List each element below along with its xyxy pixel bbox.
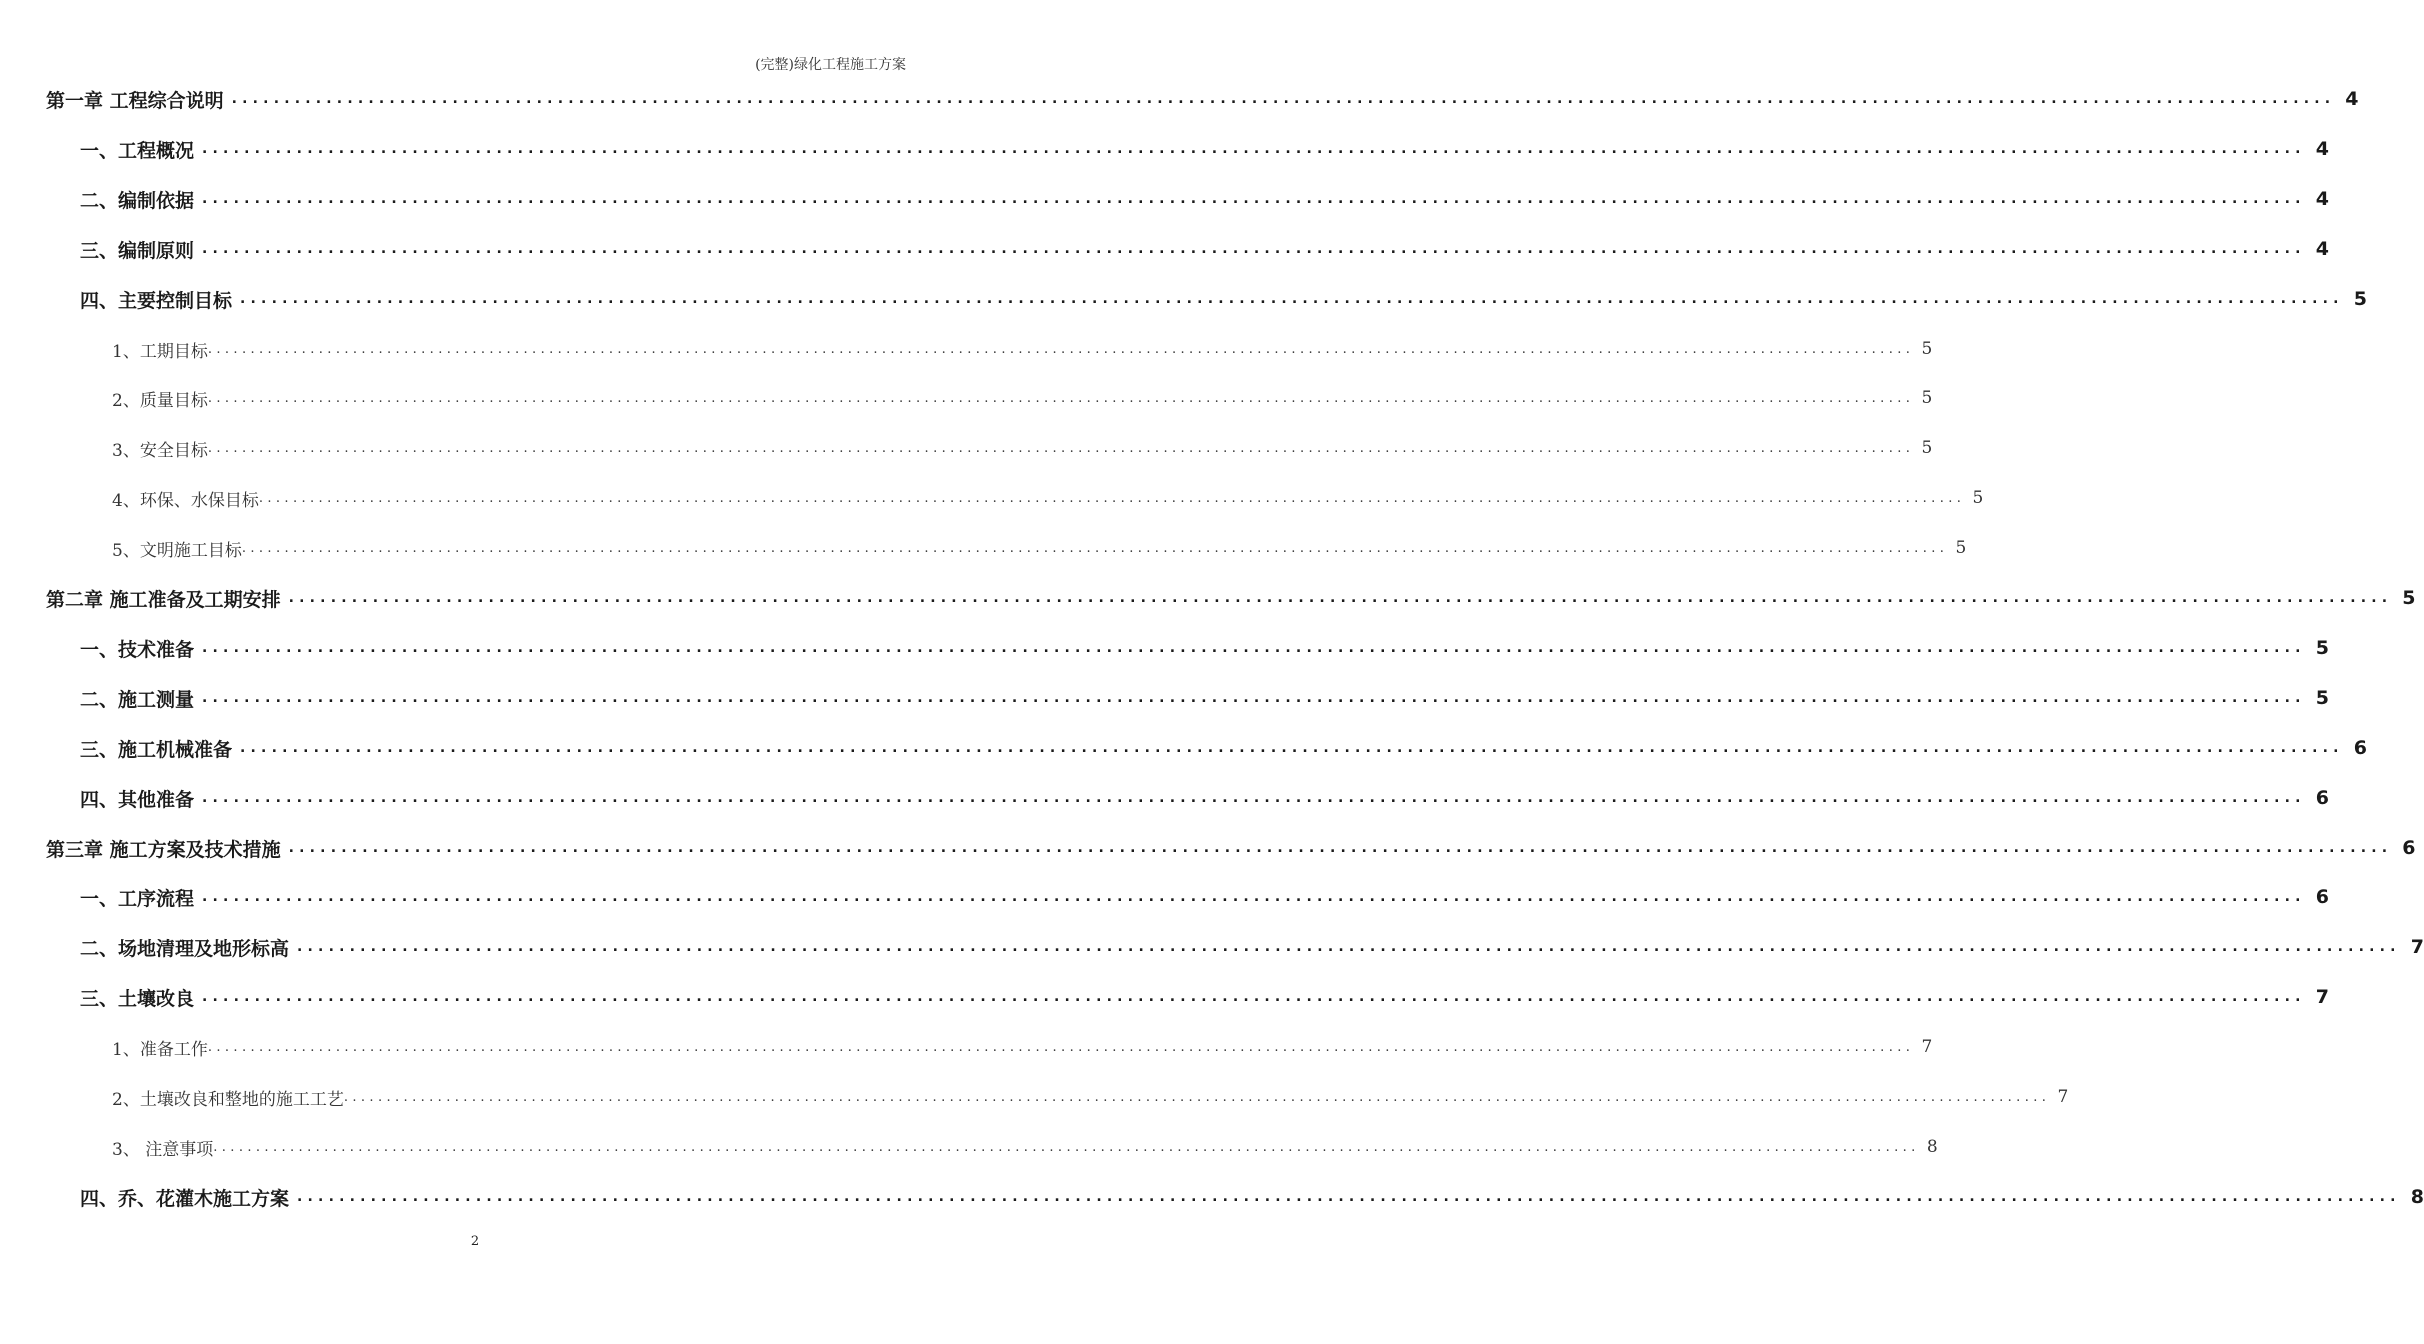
toc-leader-dots: ........................................................................................................................................................................................................ — [288, 590, 2393, 606]
toc-leader-dots: ........................................................................................................................................................................................................ — [213, 1139, 1920, 1155]
toc-leader-dots: ........................................................................................................................................................................................................ — [231, 91, 2336, 107]
toc-leader-dots: ........................................................................................................................................................................................................ — [202, 141, 2306, 157]
toc-leader-dots: ........................................................................................................................................................................................................ — [207, 1039, 1915, 1055]
toc-entry-label: 四、乔、花灌木施工方案 — [80, 1187, 290, 1210]
toc-entry-label: 三、土壤改良 — [80, 987, 195, 1010]
toc-entry-label: 3、安全目标 — [112, 440, 208, 461]
toc-entry-level2[interactable] — [80, 633, 2329, 663]
toc-entry-page-number: 5 — [2402, 587, 2416, 609]
toc-entry-label: 第一章 工程综合说明 — [46, 89, 224, 112]
toc-leader-dots: ........................................................................................................................................................................................................ — [240, 740, 2344, 756]
toc-entry-label: 一、技术准备 — [80, 638, 195, 661]
toc-entry-page-number: 6 — [2353, 737, 2367, 759]
toc-entry-page-number: 5 — [1955, 538, 1967, 558]
toc-entry-level3[interactable] — [112, 533, 1967, 563]
toc-entry-page-number: 5 — [2315, 637, 2329, 659]
toc-entry-page-number: 4 — [2315, 138, 2329, 160]
toc-leader-dots: ........................................................................................................................................................................................................ — [202, 690, 2306, 706]
toc-entry-level3[interactable] — [112, 483, 1984, 513]
toc-entry-label: 1、准备工作 — [112, 1039, 208, 1060]
toc-entry-level3[interactable] — [112, 1082, 2069, 1112]
toc-leader-dots: ........................................................................................................................................................................................................ — [241, 540, 1949, 556]
toc-entry-label: 一、工序流程 — [80, 887, 195, 910]
toc-entry-level2[interactable] — [80, 134, 2329, 164]
toc-leader-dots: ........................................................................................................................................................................................................ — [202, 989, 2306, 1005]
toc-entry-label: 二、场地清理及地形标高 — [80, 937, 290, 960]
toc-entry-level3[interactable] — [112, 433, 1933, 463]
toc-entry-level2[interactable] — [80, 932, 2424, 962]
toc-entry-level3[interactable] — [112, 383, 1933, 413]
toc-leader-dots: ........................................................................................................................................................................................................ — [297, 939, 2401, 955]
toc-entry-label: 三、编制原则 — [80, 239, 195, 262]
toc-leader-dots: ........................................................................................................................................................................................................ — [202, 889, 2306, 905]
toc-entry-level2[interactable] — [80, 683, 2329, 713]
toc-entry-level2[interactable] — [80, 184, 2329, 214]
toc-entry-label: 5、文明施工目标 — [112, 540, 242, 561]
toc-entry-page-number: 4 — [2315, 188, 2329, 210]
toc-entry-page-number: 5 — [2353, 288, 2367, 310]
toc-entry-label: 1、工期目标 — [112, 341, 208, 362]
toc-entry-page-number: 6 — [2315, 886, 2329, 908]
toc-leader-dots: ........................................................................................................................................................................................................ — [202, 191, 2306, 207]
toc-entry-level2[interactable] — [80, 783, 2329, 813]
toc-entry-label: 四、主要控制目标 — [80, 289, 233, 312]
document-header-title: (完整)绿化工程施工方案 — [755, 57, 906, 73]
toc-entry-page-number: 7 — [1921, 1037, 1933, 1057]
toc-entry-page-number: 8 — [2410, 1186, 2424, 1208]
toc-entry-label: 3、 注意事项 — [112, 1139, 214, 1160]
toc-entry-level1[interactable] — [46, 84, 2359, 114]
toc-leader-dots: ........................................................................................................................................................................................................ — [202, 640, 2306, 656]
toc-entry-page-number: 5 — [1921, 438, 1933, 458]
toc-entry-page-number: 7 — [2315, 986, 2329, 1008]
toc-entry-page-number: 5 — [1921, 339, 1933, 359]
toc-leader-dots: ........................................................................................................................................................................................................ — [343, 1089, 2051, 1105]
toc-entry-level2[interactable] — [80, 982, 2329, 1012]
toc-entry-page-number: 7 — [2057, 1087, 2069, 1107]
page-number: 2 — [470, 1234, 480, 1249]
toc-entry-page-number: 7 — [2410, 936, 2424, 958]
toc-entry-label: 4、环保、水保目标 — [112, 490, 259, 511]
toc-leader-dots: ........................................................................................................................................................................................................ — [207, 390, 1915, 406]
toc-entry-label: 二、编制依据 — [80, 189, 195, 212]
toc-entry-level3[interactable] — [112, 1132, 1938, 1162]
toc-entry-label: 四、其他准备 — [80, 788, 195, 811]
toc-leader-dots: ........................................................................................................................................................................................................ — [297, 1189, 2401, 1205]
toc-entry-label: 一、工程概况 — [80, 139, 195, 162]
toc-entry-level2[interactable] — [80, 284, 2367, 314]
toc-entry-label: 三、施工机械准备 — [80, 738, 233, 761]
toc-entry-label: 二、施工测量 — [80, 688, 195, 711]
toc-entry-label: 第三章 施工方案及技术措施 — [46, 838, 281, 861]
toc-entry-level2[interactable] — [80, 234, 2329, 264]
toc-entry-level2[interactable] — [80, 733, 2367, 763]
toc-entry-page-number: 4 — [2315, 238, 2329, 260]
toc-leader-dots: ........................................................................................................................................................................................................ — [207, 341, 1915, 357]
toc-entry-page-number: 5 — [1972, 488, 1984, 508]
toc-entry-level1[interactable] — [46, 833, 2416, 863]
toc-leader-dots: ........................................................................................................................................................................................................ — [202, 241, 2306, 257]
toc-leader-dots: ........................................................................................................................................................................................................ — [288, 840, 2393, 856]
toc-entry-level3[interactable] — [112, 334, 1933, 364]
toc-entry-label: 2、质量目标 — [112, 390, 208, 411]
toc-entry-page-number: 6 — [2315, 787, 2329, 809]
toc-entry-level2[interactable] — [80, 882, 2329, 912]
toc-leader-dots: ........................................................................................................................................................................................................ — [207, 440, 1915, 456]
toc-entry-level2[interactable] — [80, 1182, 2424, 1212]
toc-entry-page-number: 5 — [1921, 388, 1933, 408]
toc-entry-page-number: 5 — [2315, 687, 2329, 709]
toc-entry-page-number: 6 — [2402, 837, 2416, 859]
toc-leader-dots: ........................................................................................................................................................................................................ — [202, 790, 2306, 806]
toc-leader-dots: ........................................................................................................................................................................................................ — [258, 490, 1966, 506]
toc-entry-label: 2、土壤改良和整地的施工工艺 — [112, 1089, 344, 1110]
toc-entry-label: 第二章 施工准备及工期安排 — [46, 588, 281, 611]
toc-entry-level1[interactable] — [46, 583, 2416, 613]
toc-leader-dots: ........................................................................................................................................................................................................ — [240, 291, 2344, 307]
toc-entry-page-number: 8 — [1926, 1137, 1938, 1157]
toc-entry-level3[interactable] — [112, 1032, 1933, 1062]
toc-entry-page-number: 4 — [2345, 88, 2359, 110]
